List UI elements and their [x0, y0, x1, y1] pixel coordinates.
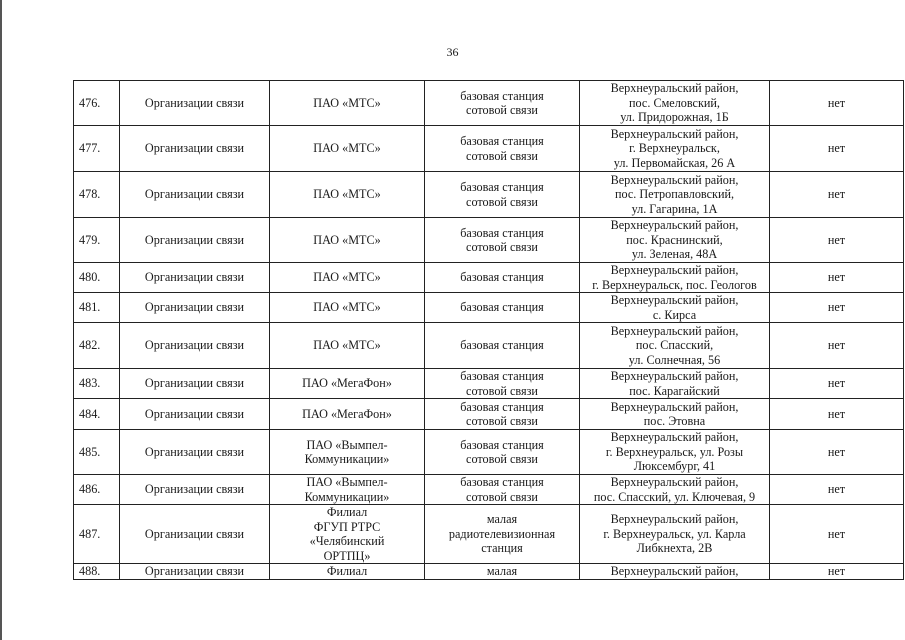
object-cell-line: базовая станция — [460, 338, 544, 353]
address-cell-line: пос. Карагайский — [629, 383, 720, 398]
table-row — [74, 399, 904, 430]
category-cell: Организации связи — [120, 323, 270, 369]
row-number: 477. — [74, 126, 120, 172]
row-number: 479. — [74, 218, 120, 263]
row-number: 480. — [74, 263, 120, 293]
owner-cell — [270, 564, 425, 580]
owner-cell — [270, 81, 425, 126]
object-cell-line: малая — [486, 512, 518, 527]
category-cell: Организации связи — [120, 172, 270, 218]
object-cell-line: базовая станция — [460, 437, 544, 452]
address-cell — [580, 293, 770, 323]
owner-cell — [270, 399, 425, 430]
address-cell-line: ул. Придорожная, 1Б — [620, 110, 729, 125]
address-cell-line: Верхнеуральский район, — [610, 512, 739, 527]
address-cell-line: пос. Краснинский, — [626, 232, 723, 247]
owner-cell-line: ПАО «МТС» — [313, 95, 381, 110]
status-cell: нет — [770, 81, 904, 126]
object-cell-line: базовая станция — [460, 475, 544, 489]
object-cell — [425, 475, 580, 505]
registry-table — [73, 80, 904, 580]
object-cell — [425, 218, 580, 263]
address-cell — [580, 263, 770, 293]
object-cell-line: сотовой связи — [466, 383, 538, 398]
status-cell: нет — [770, 564, 904, 580]
owner-cell-line: ПАО «МТС» — [313, 338, 381, 353]
address-cell-line: г. Верхнеуральск, ул. Карла — [603, 526, 746, 541]
object-cell — [425, 323, 580, 369]
table-row — [74, 172, 904, 218]
table-row — [74, 263, 904, 293]
row-number: 488. — [74, 564, 120, 580]
address-cell-line: Верхнеуральский район, — [610, 81, 739, 96]
object-cell — [425, 293, 580, 323]
object-cell — [425, 172, 580, 218]
owner-cell-line: Филиал — [326, 564, 368, 578]
category-cell: Организации связи — [120, 399, 270, 430]
category-cell: Организации связи — [120, 81, 270, 126]
address-cell — [580, 475, 770, 505]
object-cell — [425, 505, 580, 564]
object-cell — [425, 430, 580, 475]
row-number: 478. — [74, 172, 120, 218]
address-cell-line: г. Верхнеуральск, ул. Розы — [605, 444, 744, 459]
owner-cell-line: ПАО «Вымпел- — [306, 475, 388, 489]
address-cell-line: ул. Солнечная, 56 — [628, 352, 721, 367]
table-row — [74, 475, 904, 505]
object-cell — [425, 126, 580, 172]
table-row — [74, 126, 904, 172]
object-cell-line: сотовой связи — [466, 452, 538, 466]
address-cell-line: Верхнеуральский район, — [610, 172, 739, 187]
category-cell: Организации связи — [120, 505, 270, 564]
object-cell-line: сотовой связи — [466, 240, 538, 254]
owner-cell — [270, 263, 425, 293]
owner-cell — [270, 293, 425, 323]
address-cell-line: пос. Спасский, — [635, 338, 714, 353]
row-number: 482. — [74, 323, 120, 369]
category-cell: Организации связи — [120, 218, 270, 263]
object-cell-line: базовая станция — [460, 270, 544, 285]
status-cell: нет — [770, 323, 904, 369]
row-number: 487. — [74, 505, 120, 564]
owner-cell-line: ПАО «МТС» — [313, 270, 381, 285]
owner-cell-line: Коммуникации» — [304, 489, 390, 504]
address-cell — [580, 218, 770, 263]
owner-cell — [270, 475, 425, 505]
category-cell: Организации связи — [120, 475, 270, 505]
address-cell — [580, 172, 770, 218]
owner-cell-line: ПАО «МегаФон» — [302, 406, 392, 421]
owner-cell — [270, 218, 425, 263]
category-cell: Организации связи — [120, 369, 270, 399]
address-cell-line: Верхнеуральский район, — [610, 293, 739, 307]
object-cell-line: сотовой связи — [466, 414, 538, 428]
row-number: 484. — [74, 399, 120, 430]
table-row — [74, 81, 904, 126]
row-number: 485. — [74, 430, 120, 475]
address-cell — [580, 505, 770, 564]
row-number: 476. — [74, 81, 120, 126]
table-row — [74, 218, 904, 263]
category-cell: Организации связи — [120, 293, 270, 323]
status-cell: нет — [770, 369, 904, 399]
category-cell: Организации связи — [120, 430, 270, 475]
table-body — [74, 81, 904, 580]
address-cell-line: ул. Гагарина, 1А — [631, 201, 718, 216]
table-row — [74, 430, 904, 475]
owner-cell-line: ПАО «МТС» — [313, 141, 381, 156]
address-cell-line: Верхнеуральский район, — [610, 564, 739, 578]
owner-cell — [270, 323, 425, 369]
object-cell-line: малая — [486, 564, 518, 578]
table-row — [74, 505, 904, 564]
owner-cell — [270, 369, 425, 399]
owner-cell — [270, 505, 425, 564]
address-cell-line: Верхнеуральский район, — [610, 263, 739, 277]
address-cell-line: г. Верхнеуральск, пос. Геологов — [592, 277, 757, 292]
category-cell: Организации связи — [120, 263, 270, 293]
owner-cell — [270, 172, 425, 218]
owner-cell-line: ПАО «Вымпел- — [306, 437, 388, 452]
object-cell — [425, 81, 580, 126]
status-cell: нет — [770, 126, 904, 172]
owner-cell-line: ФГУП РТРС — [313, 519, 381, 534]
owner-cell-line: Коммуникации» — [304, 452, 390, 466]
address-cell — [580, 564, 770, 580]
object-cell-line: базовая станция — [460, 134, 544, 148]
owner-cell — [270, 430, 425, 475]
address-cell-line: пос. Этовна — [643, 414, 706, 428]
status-cell: нет — [770, 399, 904, 430]
object-cell-line: базовая станция — [460, 180, 544, 194]
address-cell-line: Верхнеуральский район, — [610, 399, 739, 414]
object-cell-line: сотовой связи — [466, 103, 538, 117]
owner-cell-line: ОРТПЦ» — [323, 548, 371, 563]
address-cell-line: г. Верхнеуральск, — [629, 141, 720, 156]
address-cell-line: ул. Первомайская, 26 А — [613, 155, 736, 170]
address-cell — [580, 369, 770, 399]
status-cell: нет — [770, 505, 904, 564]
table-row — [74, 323, 904, 369]
address-cell-line: пос. Спасский, ул. Ключевая, 9 — [593, 489, 756, 504]
category-cell: Организации связи — [120, 126, 270, 172]
object-cell-line: базовая станция — [460, 225, 544, 240]
row-number: 481. — [74, 293, 120, 323]
address-cell-line: ул. Зеленая, 48А — [631, 247, 718, 262]
address-cell-line: Верхнеуральский район, — [610, 430, 739, 445]
object-cell-line: базовая станция — [460, 399, 544, 414]
address-cell-line: пос. Петропавловский, — [614, 187, 735, 202]
address-cell-line: Верхнеуральский район, — [610, 475, 739, 489]
object-cell — [425, 369, 580, 399]
object-cell-line: базовая станция — [460, 88, 544, 103]
owner-cell — [270, 126, 425, 172]
address-cell — [580, 399, 770, 430]
address-cell-line: пос. Смеловский, — [629, 95, 720, 110]
address-cell-line: Люксембург, 41 — [633, 459, 716, 474]
object-cell — [425, 263, 580, 293]
owner-cell-line: ПАО «МегаФон» — [302, 376, 392, 391]
owner-cell-line: ПАО «МТС» — [313, 300, 381, 315]
object-cell-line: базовая станция — [460, 369, 544, 383]
owner-cell-line: ПАО «МТС» — [313, 232, 381, 247]
address-cell — [580, 126, 770, 172]
status-cell: нет — [770, 293, 904, 323]
address-cell-line: Верхнеуральский район, — [610, 218, 739, 233]
owner-cell-line: Филиал — [326, 505, 368, 519]
status-cell: нет — [770, 172, 904, 218]
owner-cell-line: «Челябинский — [309, 534, 385, 548]
table-row — [74, 564, 904, 580]
status-cell: нет — [770, 430, 904, 475]
address-cell — [580, 81, 770, 126]
object-cell-line: радиотелевизионная — [448, 526, 556, 541]
table-row — [74, 293, 904, 323]
category-cell: Организации связи — [120, 564, 270, 580]
address-cell-line: Верхнеуральский район, — [610, 323, 739, 338]
row-number: 483. — [74, 369, 120, 399]
object-cell-line: сотовой связи — [466, 489, 538, 504]
object-cell-line: сотовой связи — [466, 194, 538, 209]
address-cell — [580, 323, 770, 369]
object-cell-line: сотовой связи — [466, 148, 538, 163]
address-cell — [580, 430, 770, 475]
address-cell-line: с. Кирса — [652, 307, 697, 322]
address-cell-line: Верхнеуральский район, — [610, 369, 739, 383]
page-left-edge — [0, 0, 2, 640]
status-cell: нет — [770, 263, 904, 293]
object-cell — [425, 399, 580, 430]
status-cell: нет — [770, 218, 904, 263]
object-cell — [425, 564, 580, 580]
address-cell-line: Верхнеуральский район, — [610, 126, 739, 141]
page-number: 36 — [446, 45, 459, 59]
address-cell-line: Либкнехта, 2В — [636, 541, 713, 556]
object-cell-line: базовая станция — [460, 300, 544, 315]
table-row — [74, 369, 904, 399]
status-cell: нет — [770, 475, 904, 505]
object-cell-line: станция — [481, 541, 523, 556]
owner-cell-line: ПАО «МТС» — [313, 187, 381, 202]
row-number: 486. — [74, 475, 120, 505]
